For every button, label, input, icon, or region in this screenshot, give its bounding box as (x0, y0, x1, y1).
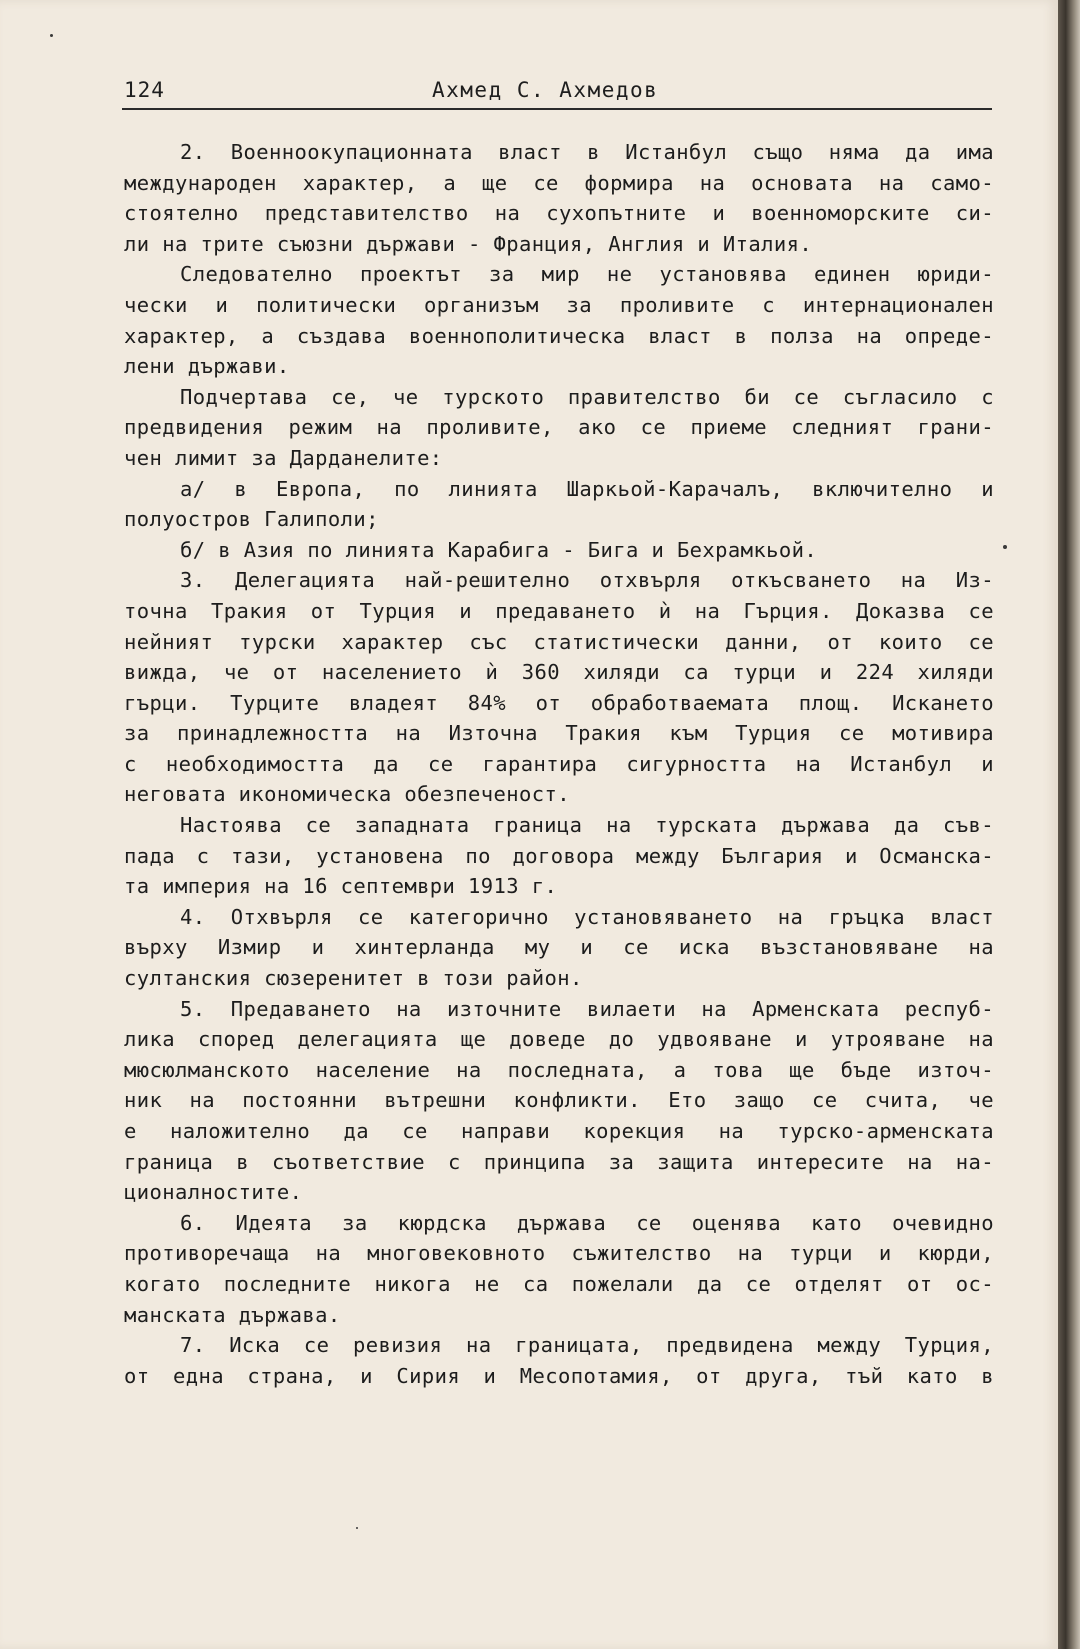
book-binding-edge (1058, 0, 1080, 1649)
text-line: от една страна, и Сирия и Месопотамия, от друга, тъй като в (124, 1363, 994, 1388)
text-line: точна Тракия от Турция и предаването ѝ на Гърция. Доказва се (124, 598, 994, 623)
text-line: султанския сюзеренитет в този район. (124, 966, 583, 991)
text-line: нейният турски характер със статистически данни, от които се (124, 629, 994, 654)
text-line: 3. Делегацията най-решително отхвърля откъсването на Из- (180, 568, 994, 593)
text-line: манската държава. (124, 1302, 341, 1327)
text-line: стоятелно представителство на сухопътните и военноморските си- (124, 201, 994, 226)
text-line: чески и политически организъм за проливите с интернационален (124, 292, 994, 317)
text-line: неговата икономическа обезпеченост. (124, 782, 570, 807)
text-line: мюсюлманското население на последната, а това ще бъде източ- (124, 1057, 994, 1082)
running-title: Ахмед С. Ахмедов (432, 78, 659, 102)
text-line: предвидения режим на проливите, ако се приеме следният грани- (124, 415, 994, 440)
text-line: ционалностите. (124, 1180, 303, 1205)
text-line: пада с тази, установена по договора между България и Османска- (124, 843, 994, 868)
scan-speck (1003, 545, 1007, 549)
body-text (124, 137, 994, 1391)
text-line: 7. Иска се ревизия на границата, предвидена между Турция, (180, 1333, 994, 1358)
text-line: 5. Предаването на източните вилаети на Арменската респуб- (180, 996, 994, 1021)
text-line: лика според делегацията ще доведе до удвояване и утрояване на (124, 1027, 994, 1052)
page-header (122, 74, 992, 110)
text-line: върху Измир и хинтерланда му и се иска възстановяване на (124, 935, 994, 960)
text-line: та империя на 16 септември 1913 г. (124, 874, 558, 899)
text-line: б/ в Азия по линията Карабига - Бига и Бехрамкьой. (180, 537, 818, 562)
text-line: полуостров Галиполи; (124, 507, 379, 532)
text-line: Настоява се западната граница на турската държава да съв- (180, 813, 994, 838)
text-line: чен лимит за Дарданелите: (124, 445, 443, 470)
text-line: а/ в Европа, по линията Шаркьой-Карачалъ, включително и (180, 476, 994, 501)
scan-speck (50, 34, 53, 37)
text-line: международен характер, а ще се формира на основата на само- (124, 170, 994, 195)
text-line: е наложително да се направи корекция на турско-арменската (124, 1119, 994, 1143)
text-line: гърци. Турците владеят 84% от обработваемата площ. Искането (124, 690, 994, 715)
text-line: когато последните никога не са пожелали да се отделят от ос- (124, 1271, 994, 1296)
text-line: с необходимостта да се гарантира сигурността на Истанбул и (124, 751, 994, 776)
scan-speck (356, 1527, 358, 1529)
text-line: за принадлежността на Източна Тракия към Турция се мотивира (124, 721, 994, 746)
text-line: ли на трите съюзни държави - Франция, Англия и Италия. (124, 231, 813, 256)
text-line: 6. Идеята за кюрдска държава се оценява като очевидно (180, 1210, 994, 1235)
text-line: противоречаща на многовековното съжителство на турци и кюрди, (124, 1241, 994, 1266)
page-number: 124 (124, 78, 165, 102)
text-line: Следователно проектът за мир не установява единен юриди- (180, 262, 994, 287)
text-line: Подчертава се, че турското правителство би се съгласило с (180, 384, 994, 409)
text-line: 4. Отхвърля се категорично установяването на гръцка власт (180, 904, 994, 929)
text-line: граница в съответствие с принципа за защита интересите на на- (124, 1149, 994, 1174)
text-line: лени държави. (124, 354, 290, 379)
text-line: характер, а създава военнополитическа власт в полза на опреде- (124, 323, 994, 348)
text-line: 2. Военноокупационната власт в Истанбул също няма да има (180, 140, 994, 164)
text-line: ник на постоянни вътрешни конфликти. Ето защо се счита, че (124, 1088, 994, 1113)
text-line: вижда, че от населението ѝ 360 хиляди са турци и 224 хиляди (124, 660, 994, 685)
